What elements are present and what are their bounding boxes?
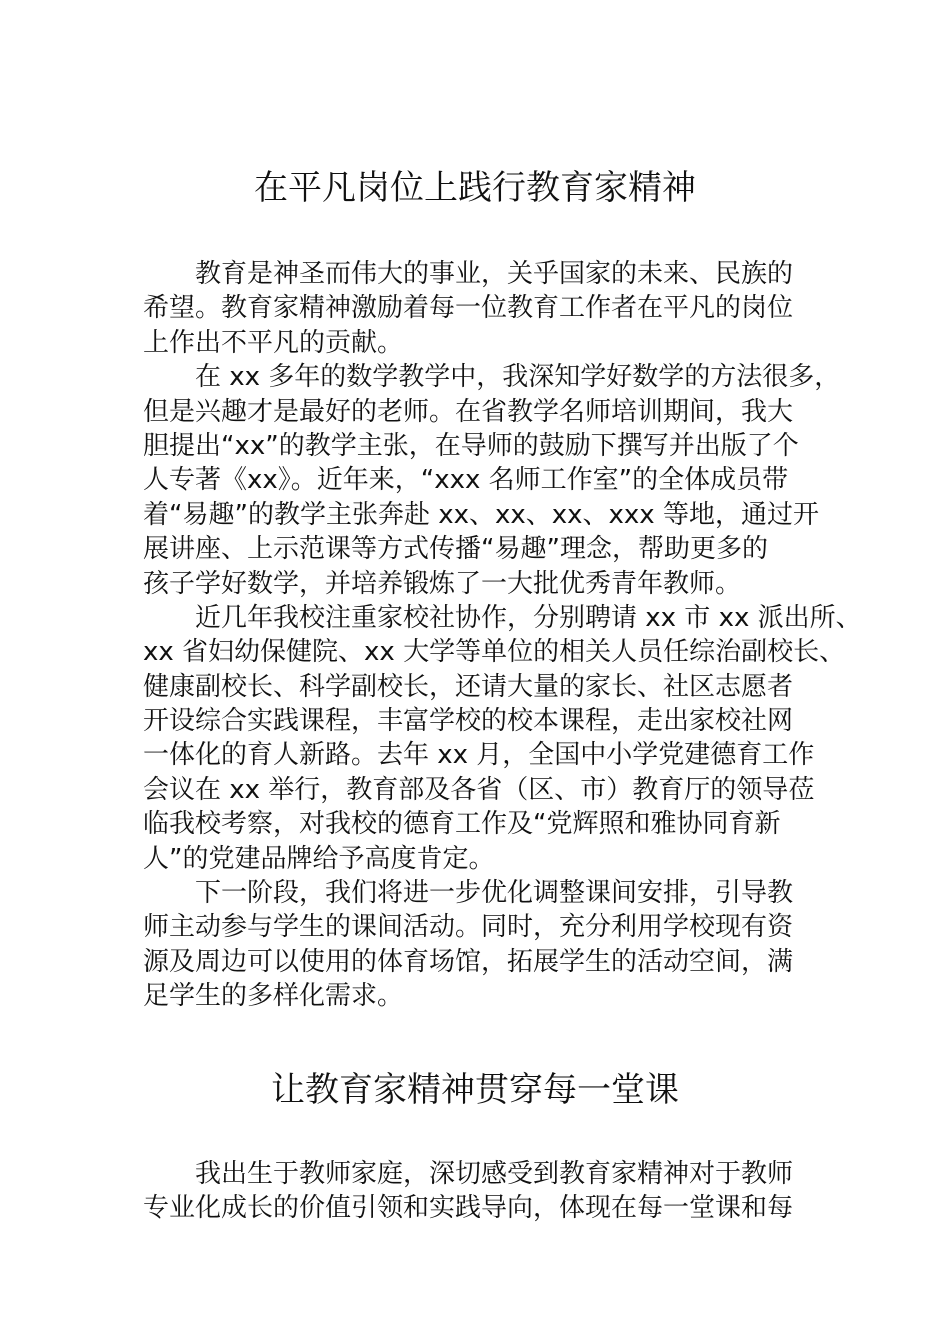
paragraph-4-line: 师主动参与学生的课间活动。同时，充分利用学校现有资 bbox=[143, 912, 794, 943]
section-1-body bbox=[143, 257, 862, 1014]
paragraph-5-line: 我出生于教师家庭，深切感受到教育家精神对于教师 bbox=[195, 1159, 794, 1189]
paragraph-2-line: 在 xx 多年的数学教学中，我深知学好数学的方法很多， bbox=[195, 362, 841, 393]
paragraph-2-line: 着“易趣”的教学主张奔赴 xx、xx、xx、xxx 等地，通过开 bbox=[143, 499, 819, 530]
paragraph-3-line: xx 省妇幼保健院、xx 大学等单位的相关人员任综治副校长、 bbox=[143, 637, 846, 668]
paragraph-3-line: 开设综合实践课程，丰富学校的校本课程，走出家校社网 bbox=[143, 706, 794, 737]
paragraph-2-line: 但是兴趣才是最好的老师。在省教学名师培训期间，我大 bbox=[143, 396, 794, 427]
paragraph-3-line: 会议在 xx 举行，教育部及各省（区、市）教育厅的领导莅 bbox=[143, 774, 815, 805]
paragraph-3-line: 临我校考察，对我校的德育工作及“党辉照和雅协同育新 bbox=[143, 809, 781, 840]
paragraph-3-line: 一体化的育人新路。去年 xx 月，全国中小学党建德育工作 bbox=[143, 740, 815, 771]
paragraph-2-line: 胆提出“xx”的教学主张，在导师的鼓励下撰写并出版了个 bbox=[143, 430, 799, 461]
paragraph-1-line: 希望。教育家精神激励着每一位教育工作者在平凡的岗位 bbox=[143, 293, 794, 324]
paragraph-3-line: 近几年我校注重家校社协作，分别聘请 xx 市 xx 派出所、 bbox=[195, 602, 862, 633]
paragraph-2-line: 展讲座、上示范课等方式传播“易趣”理念，帮助更多的 bbox=[143, 534, 768, 565]
paragraph-5-line: 专业化成长的价值引领和实践导向，体现在每一堂课和每 bbox=[143, 1193, 794, 1224]
paragraph-3-line: 人”的党建品牌给予高度肯定。 bbox=[143, 843, 495, 874]
paragraph-3-line: 健康副校长、科学副校长，还请大量的家长、社区志愿者 bbox=[143, 671, 794, 702]
section-2-body bbox=[143, 1157, 823, 1226]
paragraph-2-line: 人专著《xx》。近年来，“xxx 名师工作室”的全体成员带 bbox=[143, 465, 789, 496]
section-1-title: 在平凡岗位上践行教育家精神 bbox=[254, 168, 696, 208]
section-2-title: 让教育家精神贯穿每一堂课 bbox=[271, 1070, 679, 1110]
paragraph-4-line: 足学生的多样化需求。 bbox=[143, 981, 404, 1012]
paragraph-2-line: 孩子学好数学，并培养锻炼了一大批优秀青年教师。 bbox=[143, 568, 742, 599]
paragraph-1-line: 上作出不平凡的贡献。 bbox=[143, 327, 404, 358]
paragraph-1-line: 教育是神圣而伟大的事业，关乎国家的未来、民族的 bbox=[195, 259, 794, 289]
paragraph-4-line: 源及周边可以使用的体育场馆，拓展学生的活动空间，满 bbox=[143, 946, 794, 977]
paragraph-4-line: 下一阶段，我们将进一步优化调整课间安排，引导教 bbox=[195, 878, 794, 909]
